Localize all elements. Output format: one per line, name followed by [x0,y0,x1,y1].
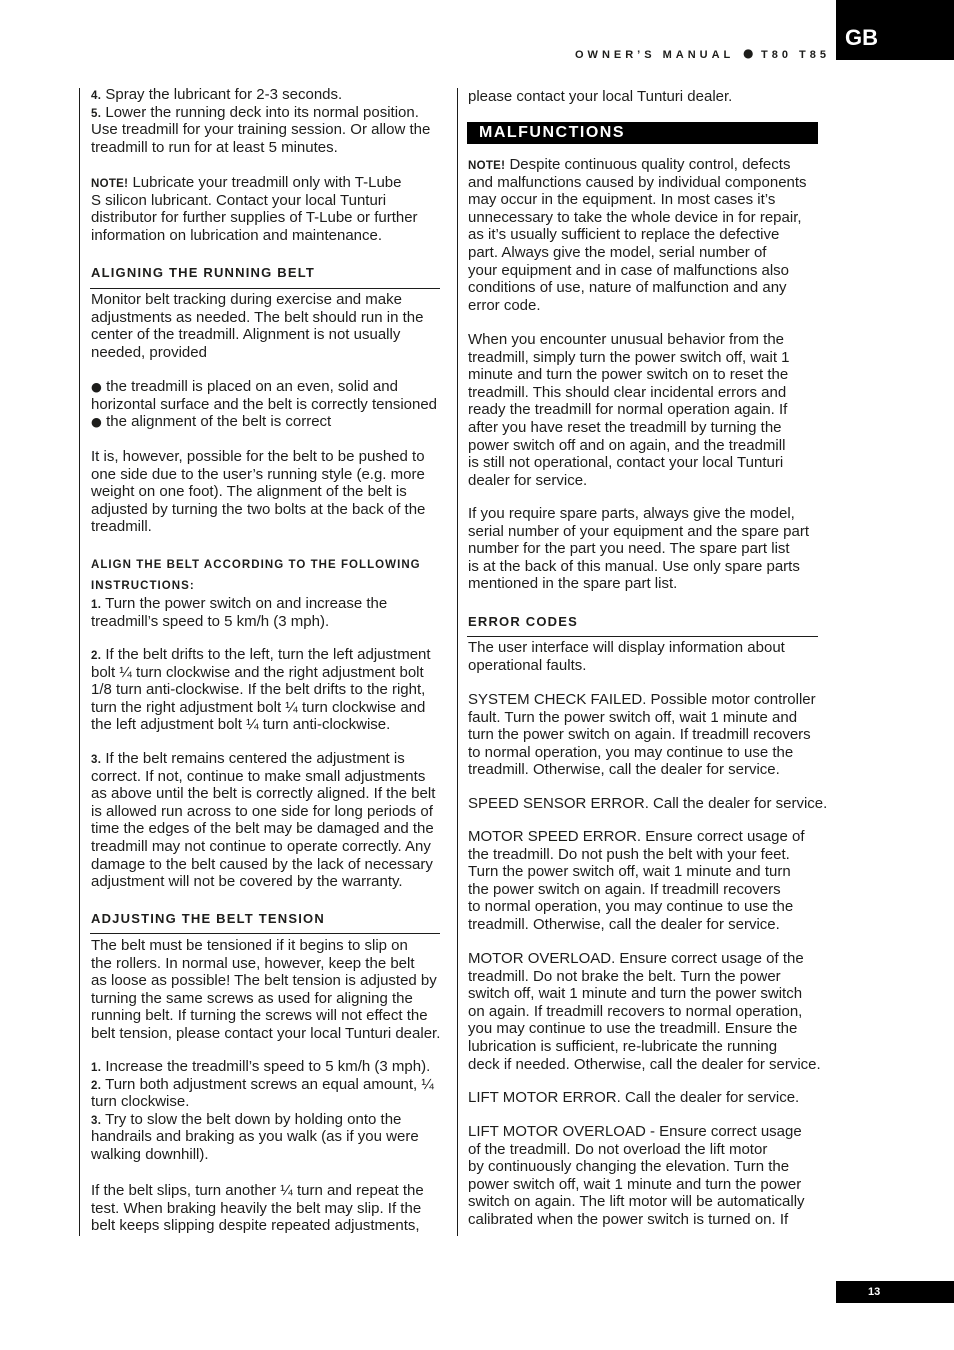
line-text: treadmill to run for at least 5 minutes. [91,138,338,156]
page-number: 13 [868,1286,881,1298]
line-text: as above until the belt is correctly aligned. If the belt [91,785,436,803]
error-lift-motor-overload [468,1123,805,1229]
line-text: after you have reset the treadmill by turning the [468,418,782,436]
text-line [91,990,440,1008]
text-line [91,1182,424,1200]
section-heading-belt-tension: ADJUSTING THE BELT TENSION [91,911,325,926]
text-line [91,681,431,699]
line-text: Spray the lubricant for 2-3 seconds. [105,86,343,103]
text-line [91,192,418,210]
line-text: number for the part you need. The spare part list [468,540,790,558]
text-line [468,1020,821,1038]
step-number: 5. [91,107,102,120]
line-text: If the belt slips, turn another ¼ turn and repeat the [91,1182,424,1199]
spare-parts [468,505,809,593]
line-text: is still not operational, contact your local Tunturi [468,454,784,472]
text-line [91,326,423,344]
line-text: serial number of your equipment and the spare part [468,522,810,540]
line-text: turn clockwise. [91,1093,190,1111]
malfunctions-note [468,156,807,314]
text-line [468,575,809,593]
text-line [468,916,805,934]
text-line [468,950,821,968]
line-text: of the treadmill. Do not overload the lift motor [468,1140,768,1158]
text-line [468,1158,805,1176]
text-line [91,1146,434,1164]
text-line [91,448,425,466]
line-text: MOTOR OVERLOAD. Ensure correct usage of the [468,950,804,967]
text-line [91,86,430,104]
line-text: MOTOR SPEED ERROR. Ensure correct usage of [468,828,805,845]
text-line [468,968,821,986]
line-text: LIFT MOTOR ERROR. Call the dealer for service. [468,1089,800,1106]
line-text: treadmill. Otherwise, call the dealer for service. [468,915,780,933]
text-line [468,174,807,192]
aligning-explanation [91,448,425,536]
text-line [91,595,387,613]
header-separator: ● [743,46,754,60]
right-column [468,0,828,1350]
text-line [91,466,425,484]
step-number: 1. [91,599,102,611]
text-line [468,279,807,297]
section-heading-error-codes: ERROR CODES [468,614,578,629]
line-text: turn the right adjustment bolt ¼ turn clockwise and [91,698,426,716]
error-motor-overload [468,950,821,1073]
step-number: 4. [91,90,102,102]
instruction-step-1 [91,595,387,630]
manual-title: OWNER’S MANUAL [575,49,735,61]
text-line [91,937,440,955]
line-text: error code. [468,296,541,314]
line-text: belt tension, please contact your local Tunturi dealer. [91,1024,441,1042]
text-line [468,863,805,881]
left-column [91,0,443,1350]
instruction-step-2 [91,646,431,734]
error-system-check-failed [468,691,816,779]
language-tab [836,0,954,60]
text-line [468,297,807,315]
text-line [91,501,425,519]
line-text: time the edges of the belt may be damaged and the [91,820,434,838]
text-line [468,209,807,227]
line-text: Lubricate your treadmill only with T-Lube [132,174,402,191]
line-text: the treadmill is placed on an even, solid and [106,378,398,395]
line-text: treadmill’s speed to 5 km/h (3 mph). [91,612,330,630]
text-line [468,384,790,402]
line-text: ready the treadmill for normal operation again. If [468,401,788,419]
step-number: 3. [91,1114,102,1127]
text-line [468,1211,805,1229]
line-text: Try to slow the belt down by holding onto the [105,1110,402,1128]
aligning-conditions [91,378,437,431]
text-line [91,699,431,717]
text-line [468,1056,821,1074]
text-line [468,226,807,244]
line-text: the treadmill. Do not push the belt with your feet. [468,845,790,863]
line-text: It is, however, possible for the belt to be pushed to [91,448,425,465]
line-text: Despite continuous quality control, defects [509,156,791,173]
text-line [468,88,732,106]
text-line [91,785,435,803]
error-speed-sensor [468,795,827,813]
text-line [468,558,809,576]
text-line [468,726,816,744]
line-text: turning the same screws as used for aligning the [91,989,413,1007]
line-text: handrails and braking as you walk (as if you were [91,1128,419,1146]
line-text: to normal operation, you may continue to use the [468,898,794,916]
line-text: your equipment and in case of malfunctions also [468,261,790,279]
line-text: information on lubrication and maintenance. [91,226,383,244]
text-line [468,795,827,813]
text-line [468,1003,821,1021]
line-text: by continuously changing the elevation. Turn the [468,1158,790,1176]
line-text: Use treadmill for your training session. Or allow the [91,121,431,139]
line-text: the left adjustment bolt ¼ turn anti-clockwise. [91,716,391,734]
text-line [91,576,421,597]
text-line [91,121,430,139]
text-line [91,344,423,362]
line-text: S silicon lubricant. Contact your local Tunturi [91,191,387,209]
text-line [468,828,805,846]
text-line [468,898,805,916]
instructions-heading [91,555,421,597]
note-label: NOTE! [468,160,506,172]
text-line [468,985,821,1003]
text-line [468,437,790,455]
line-text: operational faults. [468,656,587,674]
line-text: walking downhill). [91,1145,209,1163]
text-line [91,139,430,157]
line-text: minute and turn the power switch on to reset the [468,366,789,384]
text-line [91,378,437,396]
line-text: the rollers. In normal use, however, keep the belt [91,954,415,972]
line-text: SPEED SENSOR ERROR. Call the dealer for service. [468,795,828,812]
text-line [468,761,816,779]
line-text: conditions of use, nature of malfunction and any [468,279,787,297]
section-heading-malfunctions: MALFUNCTIONS [479,124,625,141]
text-line [91,1058,434,1076]
line-text: as loose as possible! The belt tension is adjusted by [91,972,437,990]
line-text: switch on again. The lift motor will be automatically [468,1193,805,1211]
text-line [468,419,790,437]
line-text: treadmill. Otherwise, call the dealer for service. [468,761,780,779]
text-line [468,657,785,675]
text-line [91,413,437,431]
line-text: bolt ¼ turn clockwise and the right adjustment bolt [91,663,424,681]
text-line [91,1128,434,1146]
tension-intro [91,937,440,1043]
line-text: If you require spare parts, always give the model, [468,505,795,522]
text-line [91,209,418,227]
aligning-intro [91,291,423,361]
text-line [91,1076,434,1094]
text-line [468,1193,805,1211]
text-line [468,709,816,727]
text-line [91,1025,440,1043]
line-text: unnecessary to take the whole device in for repair, [468,208,802,226]
text-line [468,1123,805,1141]
tension-steps [91,1058,434,1164]
text-line [468,366,790,384]
line-text: adjusted by turning the two bolts at the back of the [91,500,426,518]
page-number-tab [836,1281,954,1303]
line-text: treadmill. [91,518,152,536]
text-line [91,396,437,414]
line-text: on again. If treadmill recovers to normal operation, [468,1002,803,1020]
tension-slipping [91,1182,424,1235]
line-text: turn the power switch on again. If treadmill recovers [468,726,811,744]
line-text: mentioned in the spare part list. [468,575,678,593]
line-text: distributor for further supplies of T-Lube or further [91,209,418,227]
text-line [468,454,790,472]
text-line [91,227,418,245]
text-line [468,244,807,262]
text-line [91,555,421,576]
line-text: treadmill. This should clear incidental errors and [468,383,787,401]
text-line [91,972,440,990]
line-text: damage to the belt caused by the lack of necessary [91,855,433,873]
error-lift-motor [468,1089,799,1107]
line-text: center of the treadmill. Alignment is not usually [91,326,401,344]
line-text: Monitor belt tracking during exercise and make [91,291,402,308]
line-text: If the belt drifts to the left, turn the left adjustment [105,646,431,663]
line-text: may occur in the equipment. In most cases it’s [468,191,776,209]
line-text: you may continue to use the treadmill. Ensure the [468,1020,798,1038]
line-text: power switch off and on again, and the treadmill [468,436,786,454]
language-code: GB [845,25,878,50]
line-text: The user interface will display information about [468,639,785,656]
line-text: the alignment of the belt is correct [106,413,332,431]
text-line [468,349,790,367]
text-line [91,1093,434,1111]
line-text: please contact your local Tunturi dealer. [468,88,733,105]
error-codes-intro [468,639,785,674]
text-line [468,472,790,490]
text-line [468,1176,805,1194]
bullet-marker: ● [91,414,102,430]
line-text: one side due to the user’s running style (e.g. more [91,465,425,483]
model-names: T80 T85 [761,49,830,61]
lubrication-note [91,174,418,244]
lubrication-steps [91,86,430,156]
text-line [91,768,435,786]
line-text: lubrication is sufficient, re-lubricate the running [468,1037,778,1055]
text-line [91,803,435,821]
text-line [468,846,805,864]
text-line [91,1007,440,1025]
continued-text [468,88,732,106]
step-number: 3. [91,754,102,766]
line-text: treadmill may not continue to operate correctly. Any [91,837,431,855]
line-text: Turn the power switch on and increase the [105,595,388,612]
line-text: deck if needed. Otherwise, call the dealer for service. [468,1055,821,1073]
text-line [468,540,809,558]
line-text: the power switch on again. If treadmill recovers [468,880,781,898]
text-line [468,1141,805,1159]
text-line [91,1200,424,1218]
text-line [91,613,387,631]
text-line [468,156,807,174]
line-text: treadmill, simply turn the power switch off, wait 1 [468,348,790,366]
line-text: switch off, wait 1 minute and turn the power switch [468,985,803,1003]
text-line [91,820,435,838]
text-line [91,104,430,122]
line-text: Increase the treadmill’s speed to 5 km/h (3 mph). [105,1058,431,1075]
line-text: correct. If not, continue to make small adjustments [91,767,426,785]
text-line [91,955,440,973]
text-line [468,639,785,657]
text-line [468,191,807,209]
bullet-marker: ● [91,379,102,394]
line-text: calibrated when the power switch is turned on. If [468,1210,789,1228]
unusual-behavior [468,331,790,489]
text-line [91,856,435,874]
line-text: to normal operation, you may continue to use the [468,743,794,761]
line-text: and malfunctions caused by individual components [468,173,807,191]
line-text: power switch off, wait 1 minute and turn the power [468,1175,802,1193]
line-text: adjustment will not be covered by the warranty. [91,873,403,891]
line-text: ALIGN THE BELT ACCORDING TO THE FOLLOWING [91,559,421,571]
text-line [468,331,790,349]
text-line [468,1038,821,1056]
text-line [468,505,809,523]
text-line [91,309,423,327]
text-line [468,691,816,709]
line-text: is at the back of this manual. Use only spare parts [468,557,800,575]
line-text: fault. Turn the power switch off, wait 1 minute and [468,708,798,726]
line-text: test. When braking heavily the belt may slip. If the [91,1199,422,1217]
right-column-divider [457,88,458,1236]
line-text: as it’s usually sufficient to replace the defective [468,226,780,244]
line-text: Lower the running deck into its normal position. [105,103,419,121]
line-text: needed, provided [91,343,207,361]
note-label: NOTE! [91,178,129,190]
line-text: Turn the power switch off, wait 1 minute and turn [468,863,791,881]
text-line [91,716,431,734]
text-line [91,646,431,664]
line-text: LIFT MOTOR OVERLOAD - Ensure correct usage [468,1123,802,1140]
text-line [91,1217,424,1235]
text-line [468,1089,799,1107]
error-motor-speed [468,828,805,934]
line-text: The belt must be tensioned if it begins to slip on [91,937,408,954]
text-line [91,838,435,856]
text-line [91,483,425,501]
line-text: Turn both adjustment screws an equal amount, ¼ [105,1075,434,1093]
line-text: running belt. If turning the screws will not effect the [91,1007,428,1025]
line-text: dealer for service. [468,471,588,489]
text-line [91,664,431,682]
line-text: treadmill. Do not brake the belt. Turn the power [468,967,781,985]
instruction-step-3 [91,750,435,891]
line-text: horizontal surface and the belt is correctly tensioned [91,395,438,413]
step-number: 2. [91,1079,102,1092]
left-column-divider [79,88,80,1236]
step-number: 2. [91,650,102,662]
text-line [91,1111,434,1129]
step-number: 1. [91,1062,102,1074]
text-line [91,174,418,192]
line-text: SYSTEM CHECK FAILED. Possible motor controller [468,691,816,708]
section-heading-aligning-belt: ALIGNING THE RUNNING BELT [91,265,316,280]
text-line [91,873,435,891]
text-line [468,401,790,419]
text-line [91,750,435,768]
line-text: INSTRUCTIONS: [91,580,195,592]
text-line [468,523,809,541]
text-line [468,262,807,280]
line-text: belt keeps slipping despite repeated adjustments, [91,1217,420,1235]
line-text: weight on one foot). The alignment of the belt is [91,483,407,501]
line-text: adjustments as needed. The belt should run in the [91,308,424,326]
text-line [91,518,425,536]
text-line [91,291,423,309]
text-line [468,881,805,899]
line-text: When you encounter unusual behavior from the [468,331,785,348]
line-text: If the belt remains centered the adjustment is [105,750,405,767]
text-line [468,744,816,762]
line-text: 1/8 turn anti-clockwise. If the belt drifts to the right, [91,681,426,699]
line-text: part. Always give the model, serial number of [468,243,767,261]
line-text: is allowed run across to one side for long periods of [91,802,433,820]
